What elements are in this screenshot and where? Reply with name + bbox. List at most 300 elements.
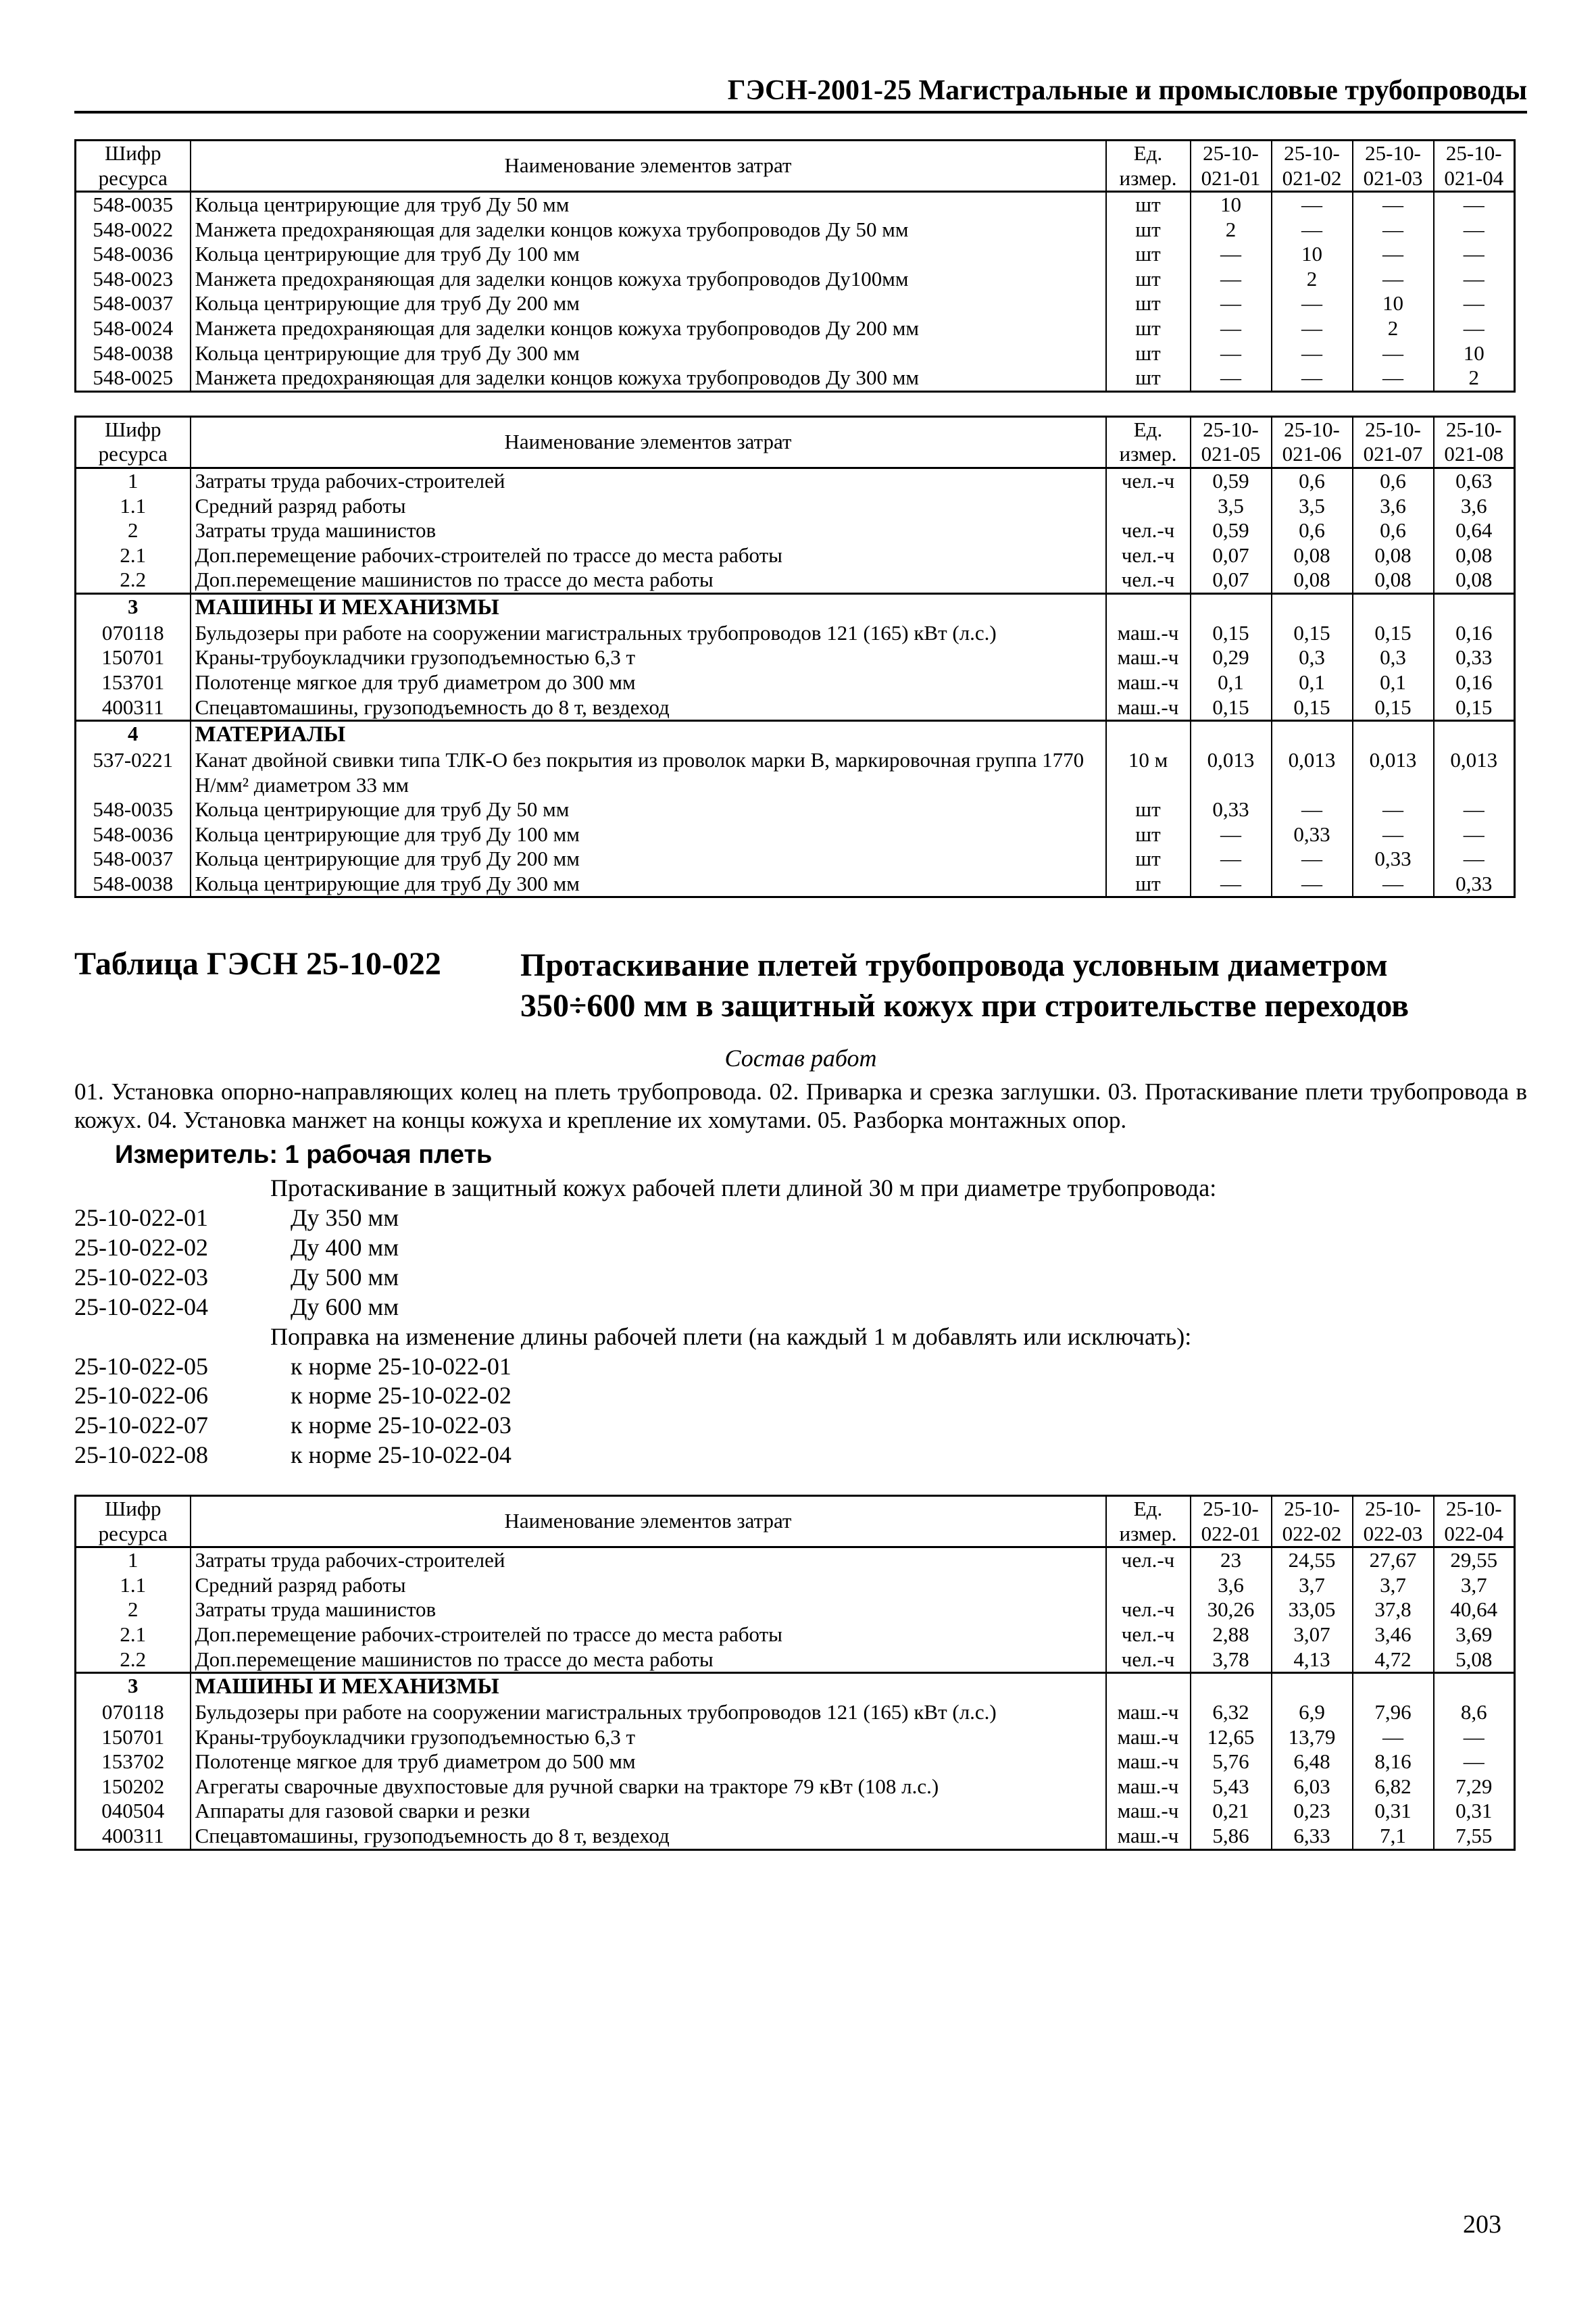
cell-code: 548-0038	[76, 872, 191, 897]
cell-value: 0,013	[1191, 748, 1272, 797]
cell-code: 4	[76, 721, 191, 748]
page-number: 203	[1463, 2210, 1501, 2239]
norm-group-2	[74, 1352, 1527, 1471]
table-row	[76, 316, 1515, 341]
cell-code: 2	[76, 1597, 191, 1622]
resource-table-021-05-08	[74, 416, 1516, 899]
norm-item	[74, 1411, 1527, 1441]
table-row	[76, 242, 1515, 267]
cell-unit: маш.-ч	[1106, 1824, 1191, 1849]
table-row	[76, 192, 1515, 218]
cell-code: 400311	[76, 695, 191, 721]
cell-code: 3	[76, 1673, 191, 1700]
cell-value: —	[1434, 291, 1515, 316]
cell-value: 2	[1191, 218, 1272, 243]
norm-description: Ду 500 мм	[291, 1263, 399, 1291]
cell-code: 400311	[76, 1824, 191, 1849]
cell-name: Средний разряд работы	[191, 1573, 1106, 1598]
cell-value: 0,63	[1434, 468, 1515, 493]
norm-description: Ду 400 мм	[291, 1233, 399, 1261]
cell-unit: шт	[1106, 267, 1191, 292]
table-row	[76, 218, 1515, 243]
cell-unit: шт	[1106, 218, 1191, 243]
cell-value: 10	[1191, 192, 1272, 218]
cell-value: —	[1191, 341, 1272, 366]
cell-value: 0,013	[1272, 748, 1353, 797]
cell-name: Полотенце мягкое для труб диаметром до 500 мм	[191, 1749, 1106, 1774]
measure-unit: Измеритель: 1 рабочая плеть	[115, 1141, 493, 1170]
cell-value: 3,07	[1272, 1622, 1353, 1647]
table-row	[76, 1774, 1515, 1799]
cell-name: Манжета предохраняющая для заделки концов кожуха трубопроводов Ду 50 мм	[191, 218, 1106, 243]
cell-value: 3,78	[1191, 1647, 1272, 1673]
cell-value: 0,29	[1191, 645, 1272, 670]
cell-name: Доп.перемещение рабочих-строителей по трассе до места работы	[191, 1622, 1106, 1647]
cell-value: 0,59	[1191, 518, 1272, 543]
header-norm-1: 25-10-021-05	[1191, 416, 1272, 468]
cell-code: 1	[76, 1547, 191, 1573]
table-row	[76, 1547, 1515, 1573]
cell-value: —	[1434, 267, 1515, 292]
cell-value: 37,8	[1353, 1597, 1434, 1622]
cell-value: 3,7	[1272, 1573, 1353, 1598]
cell-value: 0,1	[1353, 670, 1434, 695]
header-norm-2: 25-10-021-02	[1272, 141, 1353, 192]
cell-value: 13,79	[1272, 1725, 1353, 1750]
table-row	[76, 1597, 1515, 1622]
cell-name: Манжета предохраняющая для заделки концов кожуха трубопроводов Ду 300 мм	[191, 366, 1106, 391]
cell-value: —	[1191, 267, 1272, 292]
section-row	[76, 1673, 1515, 1700]
composition-text: 01. Установка опорно-направляющих колец на плеть трубопровода. 02. Приварка и срезка заглушки. 03. Протаскивание плети трубопровода в кожух. 04. Установка манжет на концы кожуха и крепление их хомутами. 05. Разборка монтажных опор.	[74, 1078, 1527, 1133]
norm-item	[74, 1352, 1527, 1382]
cell-value: 3,6	[1191, 1573, 1272, 1598]
cell-value: —	[1191, 847, 1272, 872]
cell-value: 0,07	[1191, 543, 1272, 568]
norm-code: 25-10-022-04	[74, 1293, 208, 1320]
cell-unit: шт	[1106, 316, 1191, 341]
cell-name: Средний разряд работы	[191, 494, 1106, 519]
cell-value: 0,08	[1272, 568, 1353, 593]
cell-code: 153702	[76, 1749, 191, 1774]
cell-value: 30,26	[1191, 1597, 1272, 1622]
cell-value: 2	[1434, 366, 1515, 391]
cell-value: 0,31	[1353, 1799, 1434, 1824]
table-row	[76, 494, 1515, 519]
cell-value: —	[1272, 341, 1353, 366]
cell-value: 0,15	[1353, 695, 1434, 721]
cell-value: —	[1353, 822, 1434, 847]
cell-value: 0,6	[1272, 518, 1353, 543]
cell-name: Канат двойной свивки типа ТЛК-О без покрытия из проволок марки В, маркировочная группа 1770 Н/мм² диаметром 33 мм	[191, 748, 1106, 797]
norm-description: к норме 25-10-022-01	[291, 1352, 512, 1380]
header-norm-4: 25-10-022-04	[1434, 1496, 1515, 1547]
norm-code: 25-10-022-05	[74, 1352, 208, 1380]
cell-name: Доп.перемещение машинистов по трассе до места работы	[191, 1647, 1106, 1673]
table-title-block	[74, 945, 1527, 1026]
cell-value: 0,013	[1434, 748, 1515, 797]
norm-item	[74, 1233, 1527, 1263]
cell-value: 0,15	[1434, 695, 1515, 721]
header-norm-2: 25-10-022-02	[1272, 1496, 1353, 1547]
header-norm-4: 25-10-021-08	[1434, 416, 1515, 468]
cell-value	[1272, 1673, 1353, 1700]
cell-code: 548-0036	[76, 822, 191, 847]
cell-value: 8,16	[1353, 1749, 1434, 1774]
cell-name: МАШИНЫ И МЕХАНИЗМЫ	[191, 593, 1106, 620]
cell-value: 0,21	[1191, 1799, 1272, 1824]
section-row	[76, 593, 1515, 620]
header-name: Наименование элементов затрат	[191, 141, 1106, 192]
cell-value: 0,013	[1353, 748, 1434, 797]
cell-name: Затраты труда рабочих-строителей	[191, 1547, 1106, 1573]
cell-value: 33,05	[1272, 1597, 1353, 1622]
cell-value: 0,08	[1434, 568, 1515, 593]
norm-intro-2: Поправка на изменение длины рабочей плети (на каждый 1 м добавлять или исключать):	[270, 1322, 1192, 1350]
cell-value: —	[1353, 242, 1434, 267]
table-name	[520, 945, 1409, 1026]
cell-code: 1.1	[76, 1573, 191, 1598]
cell-value: 0,6	[1353, 468, 1434, 493]
cell-code: 2.2	[76, 1647, 191, 1673]
cell-value: —	[1434, 316, 1515, 341]
cell-value: 7,55	[1434, 1824, 1515, 1849]
cell-unit: маш.-ч	[1106, 1799, 1191, 1824]
cell-unit	[1106, 494, 1191, 519]
norm-item	[74, 1203, 1527, 1233]
cell-value: 0,08	[1434, 543, 1515, 568]
norm-description: к норме 25-10-022-03	[291, 1412, 512, 1439]
cell-name: Кольца центрирующие для труб Ду 300 мм	[191, 341, 1106, 366]
cell-value	[1353, 721, 1434, 748]
header-norm-4: 25-10-021-04	[1434, 141, 1515, 192]
cell-unit	[1106, 1573, 1191, 1598]
cell-value: —	[1272, 872, 1353, 897]
cell-value: —	[1434, 218, 1515, 243]
cell-value	[1353, 1673, 1434, 1700]
cell-name: Спецавтомашины, грузоподъемность до 8 т, вездеход	[191, 1824, 1106, 1849]
cell-name: Агрегаты сварочные двухпостовые для ручной сварки на тракторе 79 кВт (108 л.с.)	[191, 1774, 1106, 1799]
cell-value: 6,82	[1353, 1774, 1434, 1799]
cell-code: 150701	[76, 1725, 191, 1750]
cell-value: 0,07	[1191, 568, 1272, 593]
norm-description: к норме 25-10-022-04	[291, 1441, 512, 1469]
cell-value: 6,33	[1272, 1824, 1353, 1849]
cell-unit: чел.-ч	[1106, 568, 1191, 593]
cell-value: —	[1353, 341, 1434, 366]
cell-name: Затраты труда машинистов	[191, 518, 1106, 543]
cell-value	[1272, 721, 1353, 748]
running-header: ГЭСН-2001-25 Магистральные и промысловые трубопроводы	[74, 74, 1527, 114]
cell-unit	[1106, 721, 1191, 748]
table-name-line-1: Протаскивание плетей трубопровода условным диаметром	[520, 947, 1388, 984]
cell-name: Доп.перемещение машинистов по трассе до места работы	[191, 568, 1106, 593]
cell-value: —	[1272, 366, 1353, 391]
table-row	[76, 1799, 1515, 1824]
cell-value: 23	[1191, 1547, 1272, 1573]
cell-value: 0,33	[1434, 872, 1515, 897]
cell-code: 548-0036	[76, 242, 191, 267]
cell-name: Аппараты для газовой сварки и резки	[191, 1799, 1106, 1824]
table-row	[76, 645, 1515, 670]
cell-value: 10	[1353, 291, 1434, 316]
norm-group-1	[74, 1203, 1527, 1322]
cell-value: —	[1353, 1725, 1434, 1750]
cell-value: 24,55	[1272, 1547, 1353, 1573]
cell-code: 548-0035	[76, 192, 191, 218]
cell-value: 6,03	[1272, 1774, 1353, 1799]
header-code: Шифр ресурса	[76, 1496, 191, 1547]
cell-name: Кольца центрирующие для труб Ду 50 мм	[191, 797, 1106, 822]
cell-code: 040504	[76, 1799, 191, 1824]
cell-value: 0,33	[1191, 797, 1272, 822]
cell-code: 1	[76, 468, 191, 493]
cell-value	[1191, 593, 1272, 620]
document-page	[74, 74, 1527, 1851]
cell-value: 5,86	[1191, 1824, 1272, 1849]
cell-value	[1353, 593, 1434, 620]
cell-name: Краны-трубоукладчики грузоподъемностью 6,3 т	[191, 645, 1106, 670]
cell-value: 6,9	[1272, 1700, 1353, 1725]
header-unit: Ед. измер.	[1106, 1496, 1191, 1547]
cell-name: Манжета предохраняющая для заделки концов кожуха трубопроводов Ду100мм	[191, 267, 1106, 292]
table-number: Таблица ГЭСН 25-10-022	[74, 946, 441, 982]
cell-name: Бульдозеры при работе на сооружении магистральных трубопроводов 121 (165) кВт (л.с.)	[191, 1700, 1106, 1725]
cell-value: 0,3	[1353, 645, 1434, 670]
cell-name: Кольца центрирующие для труб Ду 200 мм	[191, 291, 1106, 316]
header-code: Шифр ресурса	[76, 416, 191, 468]
cell-value: 7,1	[1353, 1824, 1434, 1849]
cell-value: 0,15	[1191, 695, 1272, 721]
table-row	[76, 695, 1515, 721]
cell-value: 0,1	[1272, 670, 1353, 695]
cell-unit: маш.-ч	[1106, 645, 1191, 670]
cell-code: 2.2	[76, 568, 191, 593]
cell-code: 3	[76, 593, 191, 620]
cell-code: 537-0221	[76, 748, 191, 797]
cell-value: —	[1272, 797, 1353, 822]
header-unit: Ед. измер.	[1106, 141, 1191, 192]
cell-value: 0,64	[1434, 518, 1515, 543]
cell-unit: чел.-ч	[1106, 518, 1191, 543]
cell-value: 0,33	[1353, 847, 1434, 872]
cell-unit: чел.-ч	[1106, 1622, 1191, 1647]
norm-code: 25-10-022-08	[74, 1441, 208, 1469]
cell-value: —	[1434, 847, 1515, 872]
header-norm-3: 25-10-021-07	[1353, 416, 1434, 468]
cell-value: —	[1191, 366, 1272, 391]
cell-unit: маш.-ч	[1106, 1749, 1191, 1774]
cell-code: 548-0037	[76, 291, 191, 316]
table-row	[76, 1725, 1515, 1750]
cell-value: —	[1434, 1725, 1515, 1750]
cell-value: 0,1	[1191, 670, 1272, 695]
cell-value	[1434, 721, 1515, 748]
cell-unit: чел.-ч	[1106, 1647, 1191, 1673]
cell-value: 5,76	[1191, 1749, 1272, 1774]
table-row	[76, 1622, 1515, 1647]
cell-name: Кольца центрирующие для труб Ду 50 мм	[191, 192, 1106, 218]
cell-unit: маш.-ч	[1106, 1725, 1191, 1750]
norm-intro-1: Протаскивание в защитный кожух рабочей плети длиной 30 м при диаметре трубопровода:	[270, 1174, 1217, 1202]
cell-value	[1191, 1673, 1272, 1700]
cell-value	[1272, 593, 1353, 620]
cell-value: 0,15	[1353, 621, 1434, 646]
table-row	[76, 1573, 1515, 1598]
cell-value: 0,23	[1272, 1799, 1353, 1824]
cell-value: —	[1353, 366, 1434, 391]
cell-value: 7,29	[1434, 1774, 1515, 1799]
cell-unit: шт	[1106, 797, 1191, 822]
header-norm-3: 25-10-022-03	[1353, 1496, 1434, 1547]
table-row	[76, 1647, 1515, 1673]
cell-value: 0,31	[1434, 1799, 1515, 1824]
cell-value: 12,65	[1191, 1725, 1272, 1750]
cell-value: —	[1191, 242, 1272, 267]
cell-code: 2.1	[76, 543, 191, 568]
header-name: Наименование элементов затрат	[191, 1496, 1106, 1547]
cell-value: 0,15	[1191, 621, 1272, 646]
header-code: Шифр ресурса	[76, 141, 191, 192]
cell-value: —	[1272, 847, 1353, 872]
norm-code: 25-10-022-06	[74, 1382, 208, 1410]
cell-code: 548-0024	[76, 316, 191, 341]
resource-table-022-01-04	[74, 1495, 1516, 1850]
cell-name: Полотенце мягкое для труб диаметром до 300 мм	[191, 670, 1106, 695]
header-name: Наименование элементов затрат	[191, 416, 1106, 468]
cell-code: 548-0025	[76, 366, 191, 391]
table-row	[76, 366, 1515, 391]
cell-value: 0,15	[1272, 621, 1353, 646]
cell-value: 3,5	[1272, 494, 1353, 519]
norm-item	[74, 1441, 1527, 1470]
cell-value: 0,08	[1353, 568, 1434, 593]
cell-code: 150202	[76, 1774, 191, 1799]
cell-value: 0,08	[1272, 543, 1353, 568]
cell-value: 4,72	[1353, 1647, 1434, 1673]
cell-unit: чел.-ч	[1106, 1547, 1191, 1573]
cell-value: —	[1353, 192, 1434, 218]
cell-code: 2.1	[76, 1622, 191, 1647]
header-norm-3: 25-10-021-03	[1353, 141, 1434, 192]
table-name-line-2: 350÷600 мм в защитный кожух при строительстве переходов	[520, 988, 1410, 1024]
table-row	[76, 748, 1515, 797]
table-row	[76, 291, 1515, 316]
cell-value: 2,88	[1191, 1622, 1272, 1647]
cell-value: 3,46	[1353, 1622, 1434, 1647]
cell-value: 2	[1353, 316, 1434, 341]
cell-unit	[1106, 593, 1191, 620]
cell-name: Кольца центрирующие для труб Ду 200 мм	[191, 847, 1106, 872]
cell-value: 29,55	[1434, 1547, 1515, 1573]
cell-value: 27,67	[1353, 1547, 1434, 1573]
cell-value: —	[1272, 192, 1353, 218]
cell-value: —	[1434, 192, 1515, 218]
cell-unit: маш.-ч	[1106, 670, 1191, 695]
norm-item	[74, 1293, 1527, 1322]
cell-value: —	[1272, 291, 1353, 316]
cell-value: —	[1434, 822, 1515, 847]
cell-name: Затраты труда машинистов	[191, 1597, 1106, 1622]
cell-value: 3,6	[1353, 494, 1434, 519]
cell-value: 0,59	[1191, 468, 1272, 493]
cell-value: —	[1191, 316, 1272, 341]
cell-name: Кольца центрирующие для труб Ду 100 мм	[191, 242, 1106, 267]
cell-value: 10	[1434, 341, 1515, 366]
section-row	[76, 721, 1515, 748]
norm-code: 25-10-022-07	[74, 1412, 208, 1439]
cell-unit: шт	[1106, 872, 1191, 897]
cell-code: 548-0022	[76, 218, 191, 243]
cell-value: —	[1353, 797, 1434, 822]
cell-value: 0,6	[1272, 468, 1353, 493]
cell-name: Манжета предохраняющая для заделки концов кожуха трубопроводов Ду 200 мм	[191, 316, 1106, 341]
table-row	[76, 822, 1515, 847]
cell-value: —	[1191, 872, 1272, 897]
cell-unit: чел.-ч	[1106, 543, 1191, 568]
cell-name: Затраты труда рабочих-строителей	[191, 468, 1106, 493]
table-row	[76, 468, 1515, 493]
cell-value: 6,48	[1272, 1749, 1353, 1774]
cell-value: 3,6	[1434, 494, 1515, 519]
cell-unit: шт	[1106, 366, 1191, 391]
cell-unit: шт	[1106, 341, 1191, 366]
cell-value: 2	[1272, 267, 1353, 292]
cell-unit: шт	[1106, 822, 1191, 847]
cell-value: 0,6	[1353, 518, 1434, 543]
cell-value: —	[1191, 822, 1272, 847]
cell-unit: маш.-ч	[1106, 695, 1191, 721]
cell-value: —	[1353, 267, 1434, 292]
norm-description: Ду 350 мм	[291, 1203, 399, 1231]
cell-code: 070118	[76, 1700, 191, 1725]
norm-item	[74, 1263, 1527, 1293]
cell-code: 070118	[76, 621, 191, 646]
cell-value: —	[1434, 1749, 1515, 1774]
cell-value: 0,16	[1434, 670, 1515, 695]
cell-unit: чел.-ч	[1106, 468, 1191, 493]
cell-code: 2	[76, 518, 191, 543]
header-unit: Ед. измер.	[1106, 416, 1191, 468]
cell-value: —	[1353, 218, 1434, 243]
cell-value: 7,96	[1353, 1700, 1434, 1725]
cell-name: МАТЕРИАЛЫ	[191, 721, 1106, 748]
cell-code: 150701	[76, 645, 191, 670]
norm-code: 25-10-022-03	[74, 1263, 208, 1291]
cell-value: —	[1434, 797, 1515, 822]
resource-table-021-01-04	[74, 139, 1516, 393]
table-row	[76, 543, 1515, 568]
cell-value: 3,5	[1191, 494, 1272, 519]
cell-value	[1191, 721, 1272, 748]
cell-name: Бульдозеры при работе на сооружении магистральных трубопроводов 121 (165) кВт (л.с.)	[191, 621, 1106, 646]
norm-description: к норме 25-10-022-02	[291, 1382, 512, 1410]
cell-value: 0,33	[1272, 822, 1353, 847]
cell-value: 10	[1272, 242, 1353, 267]
cell-value: 8,6	[1434, 1700, 1515, 1725]
cell-code: 153701	[76, 670, 191, 695]
table-row	[76, 1700, 1515, 1725]
cell-unit: маш.-ч	[1106, 1774, 1191, 1799]
cell-value: 5,43	[1191, 1774, 1272, 1799]
table-row	[76, 670, 1515, 695]
cell-unit: шт	[1106, 847, 1191, 872]
cell-value: —	[1353, 872, 1434, 897]
cell-unit: чел.-ч	[1106, 1597, 1191, 1622]
cell-unit: маш.-ч	[1106, 621, 1191, 646]
cell-name: Спецавтомашины, грузоподъемность до 8 т, вездеход	[191, 695, 1106, 721]
cell-value: 0,3	[1272, 645, 1353, 670]
